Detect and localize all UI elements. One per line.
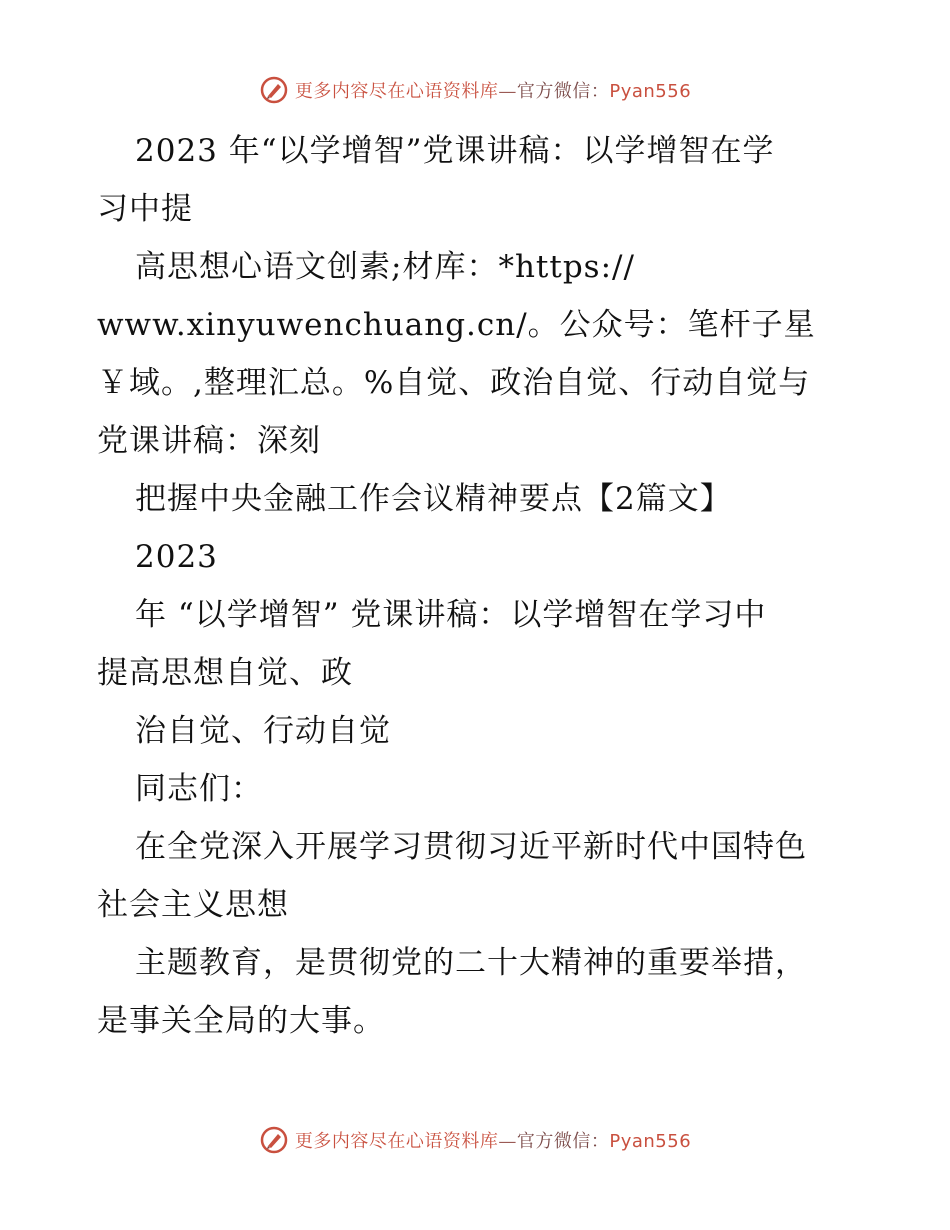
text-line: www.xinyuwenchuang.cn/。公众号：笔杆子星	[97, 307, 816, 343]
text-line: ￥域。,整理汇总。%自觉、政治自觉、行动自觉与	[97, 365, 811, 401]
banner-label	[295, 77, 691, 103]
text-line: 党课讲稿：深刻	[97, 423, 321, 459]
banner-separator: —	[498, 81, 517, 102]
banner-label	[295, 1127, 691, 1153]
banner-account: Pyan556	[609, 81, 692, 102]
text-line: 同志们：	[135, 771, 263, 807]
pen-circle-icon	[259, 1125, 289, 1155]
text-line: 2023 年“以学增智”党课讲稿：以学增智在学	[135, 133, 775, 169]
text-line: 治自觉、行动自觉	[135, 713, 391, 749]
footer-banner	[0, 1120, 950, 1160]
banner-account: Pyan556	[609, 1131, 692, 1152]
pen-circle-icon	[259, 75, 289, 105]
text-line: 提高思想自觉、政	[97, 655, 353, 691]
text-line: 社会主义思想	[97, 887, 289, 923]
banner-site-text: 更多内容尽在心语资料库	[294, 81, 499, 102]
text-line: 年 “以学增智” 党课讲稿：以学增智在学习中	[135, 597, 767, 633]
text-line: 习中提	[97, 191, 193, 227]
document-body	[97, 122, 857, 1050]
text-line: 把握中央金融工作会议精神要点【2篇文】	[135, 481, 732, 517]
header-banner	[0, 70, 950, 110]
text-line: 高思想心语文创素;材库：*https://	[135, 249, 635, 285]
text-line: 主题教育，是贯彻党的二十大精神的重要举措，	[135, 945, 807, 981]
text-line: 是事关全局的大事。	[97, 1003, 385, 1039]
banner-wechat-label: 官方微信：	[516, 81, 610, 102]
banner-wechat-label: 官方微信：	[516, 1131, 610, 1152]
text-line: 2023	[135, 539, 218, 575]
banner-separator: —	[498, 1131, 517, 1152]
banner-site-text: 更多内容尽在心语资料库	[294, 1131, 499, 1152]
text-line: 在全党深入开展学习贯彻习近平新时代中国特色	[135, 829, 807, 865]
